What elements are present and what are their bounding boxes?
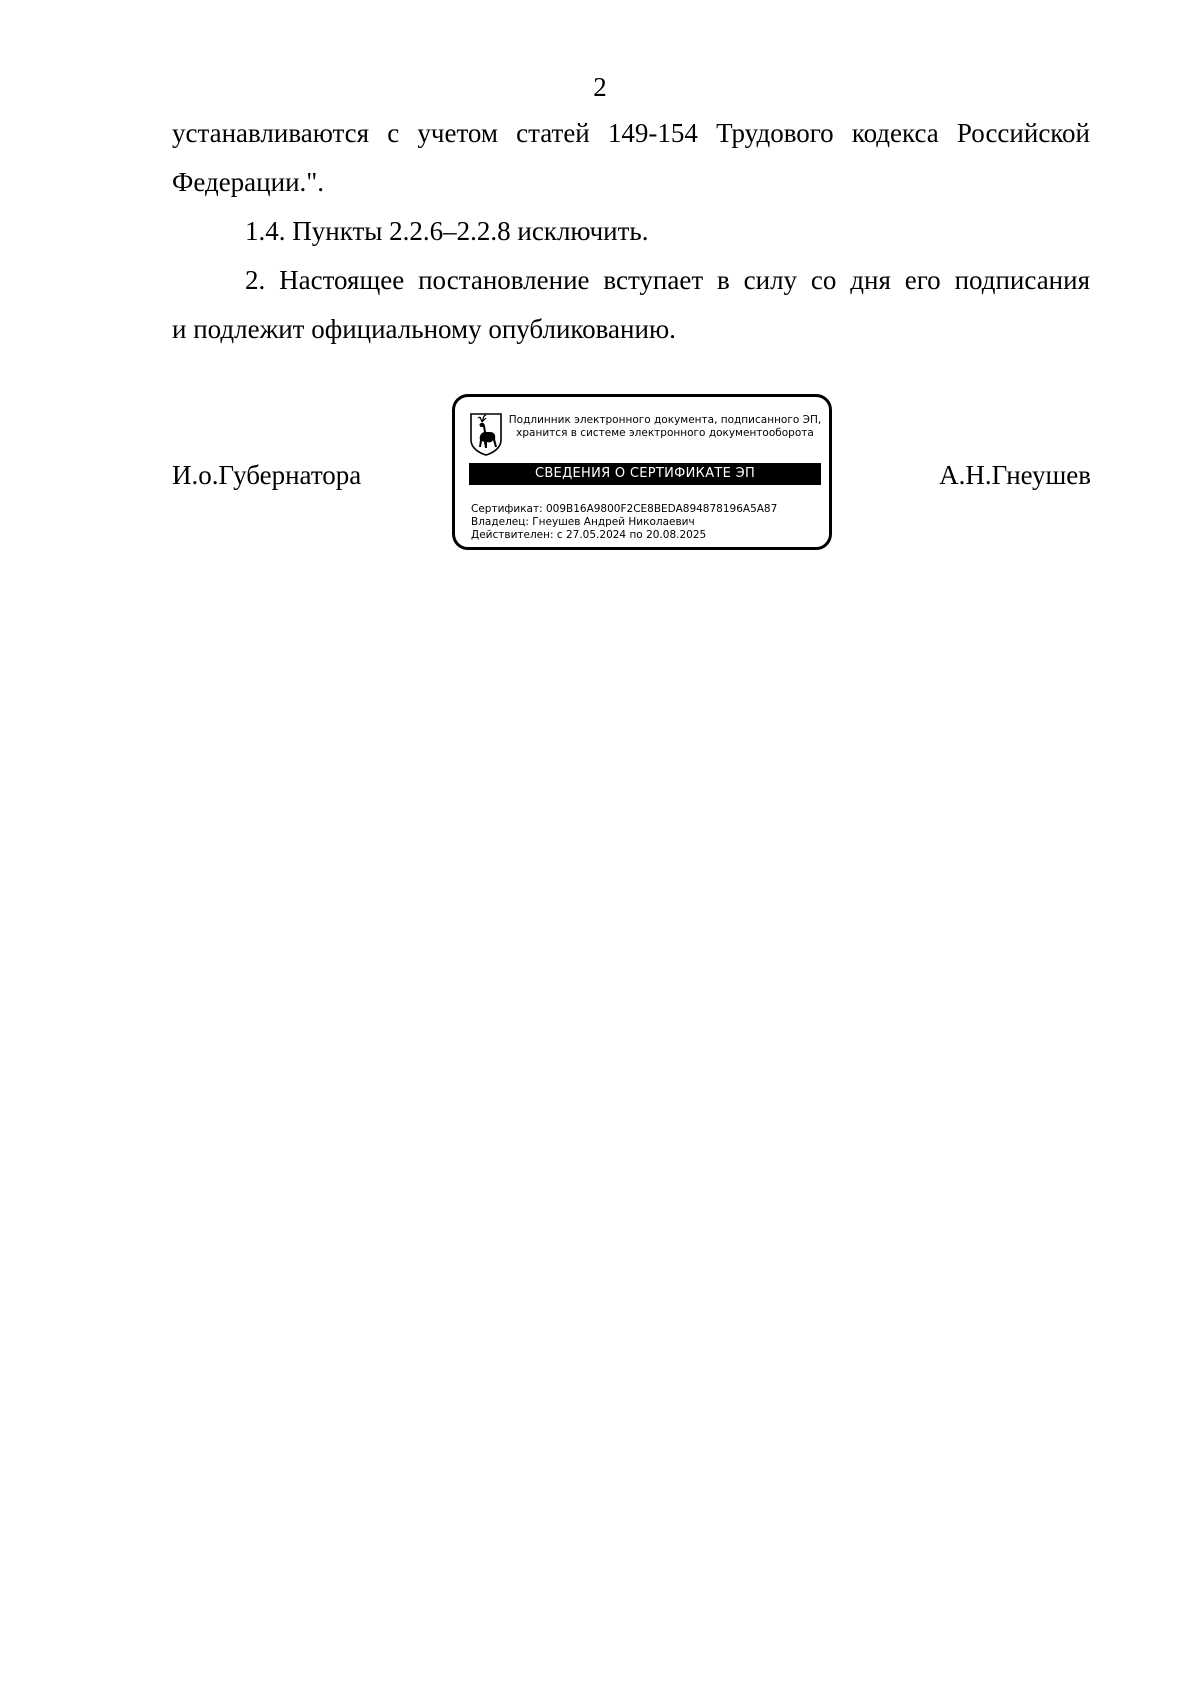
stamp-owner: Владелец: Гнеушев Андрей Николаевич — [471, 516, 695, 528]
stamp-certificate: Сертификат: 009B16A9800F2CE8BEDA894878196A5A87 — [471, 503, 778, 515]
page-number: 2 — [593, 72, 607, 102]
stamp-band-title: СВЕДЕНИЯ О СЕРТИФИКАТЕ ЭП — [469, 463, 821, 485]
paragraph-2-line-2: и подлежит официальному опубликованию. — [172, 314, 676, 344]
paragraph-2-line-1: 2. Настоящее постановление вступает в силу со дня его подписания — [245, 265, 1090, 295]
electronic-signature-stamp — [452, 394, 832, 550]
stamp-header-line-1: Подлинник электронного документа, подписанного ЭП, — [508, 414, 822, 426]
body-text-line-1: устанавливаются с учетом статей 149-154 Трудового кодекса Российской — [172, 118, 1090, 148]
stamp-validity: Действителен: с 27.05.2024 по 20.08.2025 — [471, 529, 707, 541]
signer-name: А.Н.Гнеушев — [939, 460, 1091, 490]
stamp-header — [507, 414, 823, 440]
stamp-details — [471, 503, 821, 542]
stamp-header-line-2: хранится в системе электронного документооборота — [516, 427, 814, 439]
deer-coat-of-arms-icon — [469, 412, 503, 456]
signer-title: И.о.Губернатора — [172, 460, 362, 490]
body-text-line-2: Федерации.". — [172, 167, 325, 197]
paragraph-1-4: 1.4. Пункты 2.2.6–2.2.8 исключить. — [245, 216, 649, 246]
